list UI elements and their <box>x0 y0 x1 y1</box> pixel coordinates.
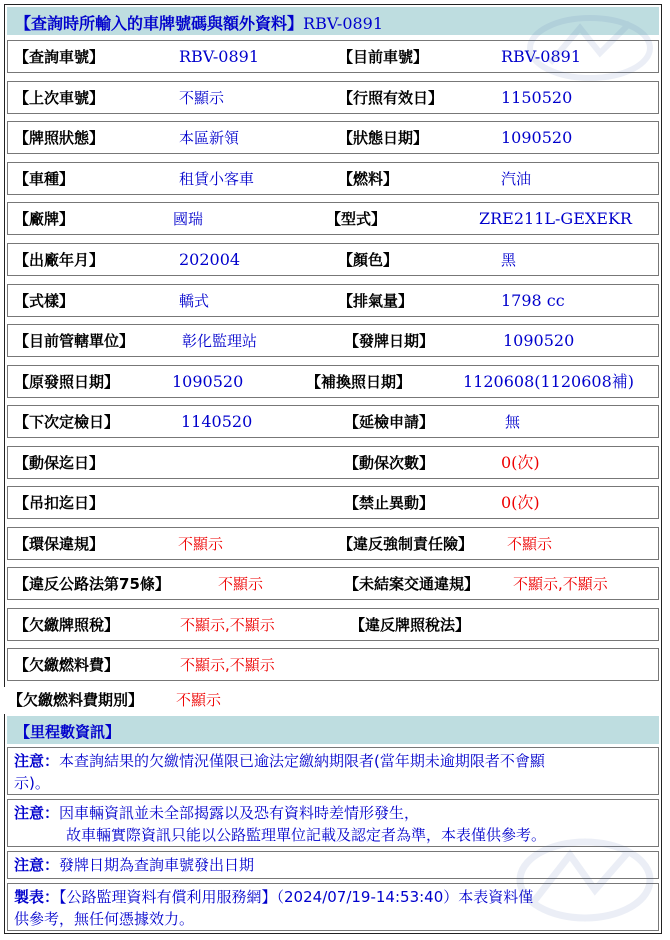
label-next-inspection: 【下次定檢日】 <box>14 413 120 431</box>
info-row <box>7 284 659 317</box>
info-row <box>7 243 659 276</box>
label-unpaid-license-tax: 【欠繳牌照稅】 <box>14 616 120 634</box>
label-original-issue-date: 【原發照日期】 <box>14 373 120 391</box>
value-manufacture-date: 202004 <box>179 250 241 269</box>
value-unpaid-fuel-fee: 不顯示,不顯示 <box>180 656 275 674</box>
value-jurisdiction: 彰化監理站 <box>182 332 258 350</box>
query-header-label: 【查詢時所輸入的車牌號碼與額外資料】 <box>15 14 304 33</box>
value-license-expiry: 1150520 <box>501 88 573 107</box>
info-row <box>7 405 659 438</box>
info-row <box>7 567 659 600</box>
label-previous-plate: 【上次車號】 <box>14 89 105 107</box>
info-row <box>4 687 656 714</box>
label-color: 【顏色】 <box>338 251 399 269</box>
label-license-expiry: 【行照有效日】 <box>338 89 444 107</box>
info-row <box>7 446 659 479</box>
info-row <box>7 527 659 560</box>
label-displacement: 【排氣量】 <box>338 292 414 310</box>
value-pending-traffic-violations: 不顯示,不顯示 <box>513 575 608 593</box>
label-status-date: 【狀態日期】 <box>338 129 429 147</box>
value-plate-status: 本區新領 <box>179 129 240 147</box>
value-next-inspection: 1140520 <box>181 412 253 431</box>
label-lien-count: 【動保次數】 <box>344 454 435 472</box>
value-current-plate: RBV-0891 <box>501 47 582 66</box>
info-row <box>7 324 659 357</box>
value-issue-date: 1090520 <box>503 331 575 350</box>
label-license-tax-violation: 【違反牌照稅法】 <box>350 616 471 634</box>
value-insurance-violation: 不顯示 <box>507 535 553 553</box>
info-row <box>7 162 659 195</box>
label-reissue-date: 【補換照日期】 <box>306 373 412 391</box>
info-row <box>7 40 659 73</box>
note-overdue-text: 本查詢結果的欠繳情況僅限已逾法定繳納期限者(當年期未逾期限者不會顯 <box>59 752 545 770</box>
value-color: 黑 <box>501 251 517 269</box>
info-row <box>7 486 659 519</box>
info-row <box>7 81 659 114</box>
note-disclaimer <box>7 799 659 847</box>
label-highway-act-violation: 【違反公路法第75條】 <box>14 575 170 593</box>
query-header <box>7 7 659 35</box>
label-transfer-ban: 【禁止異動】 <box>344 494 435 512</box>
info-row <box>7 608 659 641</box>
value-vehicle-type: 租賃小客車 <box>179 170 255 188</box>
note-overdue-text-cont: 示)。 <box>14 774 50 792</box>
mileage-section-header: 【里程數資訊】 <box>7 716 659 744</box>
value-brand: 國瑞 <box>173 210 204 228</box>
label-lien-end-date: 【動保迄日】 <box>14 454 105 472</box>
value-unpaid-license-tax: 不顯示,不顯示 <box>180 616 275 634</box>
report-footer <box>7 883 659 931</box>
label-jurisdiction: 【目前管轄單位】 <box>14 332 135 350</box>
value-original-issue-date: 1090520 <box>172 372 244 391</box>
label-brand: 【廠牌】 <box>14 210 75 228</box>
label-query-plate: 【查詢車號】 <box>14 48 105 66</box>
label-issue-date: 【發牌日期】 <box>344 332 435 350</box>
label-current-plate: 【目前車號】 <box>338 48 429 66</box>
footer-text: 【公路監理資料有償利用服務網】（2024/07/19-14:53:40）本表資料僅 <box>59 888 534 906</box>
note-disclaimer-prefix: 注意： <box>14 804 60 822</box>
label-unpaid-fuel-fee-period: 【欠繳燃料費期別】 <box>8 691 144 709</box>
note-overdue <box>7 747 659 795</box>
label-suspension-end-date: 【吊扣迄日】 <box>14 494 105 512</box>
value-fuel: 汽油 <box>501 170 532 188</box>
info-row <box>7 365 659 398</box>
info-row <box>7 648 659 681</box>
label-vehicle-type: 【車種】 <box>14 170 75 188</box>
note-issue-date-prefix: 注意： <box>14 856 60 874</box>
label-unpaid-fuel-fee: 【欠繳燃料費】 <box>14 656 120 674</box>
label-inspection-extension: 【延檢申請】 <box>344 413 435 431</box>
value-previous-plate: 不顯示 <box>179 89 225 107</box>
info-row <box>7 202 659 235</box>
info-row <box>7 121 659 154</box>
note-overdue-prefix: 注意： <box>14 752 60 770</box>
note-disclaimer-text-cont: 故車輛實際資訊只能以公路監理單位記載及認定者為準，本表僅供參考。 <box>66 826 547 844</box>
label-body-style: 【式樣】 <box>14 292 75 310</box>
value-environmental-violation: 不顯示 <box>178 535 224 553</box>
note-issue-date-text: 發牌日期為查詢車號發出日期 <box>59 856 255 874</box>
label-model: 【型式】 <box>326 210 387 228</box>
label-manufacture-date: 【出廠年月】 <box>14 251 105 269</box>
note-issue-date <box>7 851 659 879</box>
footer-prefix: 製表： <box>14 888 60 906</box>
value-displacement: 1798 cc <box>501 291 565 310</box>
label-plate-status: 【牌照狀態】 <box>14 129 105 147</box>
value-lien-count: 0(次) <box>501 453 540 472</box>
label-insurance-violation: 【違反強制責任險】 <box>338 535 474 553</box>
value-unpaid-fuel-fee-period: 不顯示 <box>176 691 222 709</box>
value-status-date: 1090520 <box>501 128 573 147</box>
value-query-plate: RBV-0891 <box>179 47 260 66</box>
footer-text-cont: 供參考，無任何憑據效力。 <box>14 910 195 928</box>
label-environmental-violation: 【環保違規】 <box>14 535 105 553</box>
note-disclaimer-text: 因車輛資訊並未全部揭露以及恐有資料時差情形發生， <box>59 804 420 822</box>
value-body-style: 轎式 <box>179 292 210 310</box>
value-model: ZRE211L-GEXEKR <box>479 209 632 228</box>
value-inspection-extension: 無 <box>505 413 521 431</box>
value-reissue-date: 1120608(1120608補) <box>463 372 635 391</box>
query-plate: RBV-0891 <box>303 14 384 33</box>
value-transfer-ban: 0(次) <box>501 493 540 512</box>
label-pending-traffic-violations: 【未結案交通違規】 <box>344 575 480 593</box>
label-fuel: 【燃料】 <box>338 170 399 188</box>
value-highway-act-violation: 不顯示 <box>218 575 264 593</box>
